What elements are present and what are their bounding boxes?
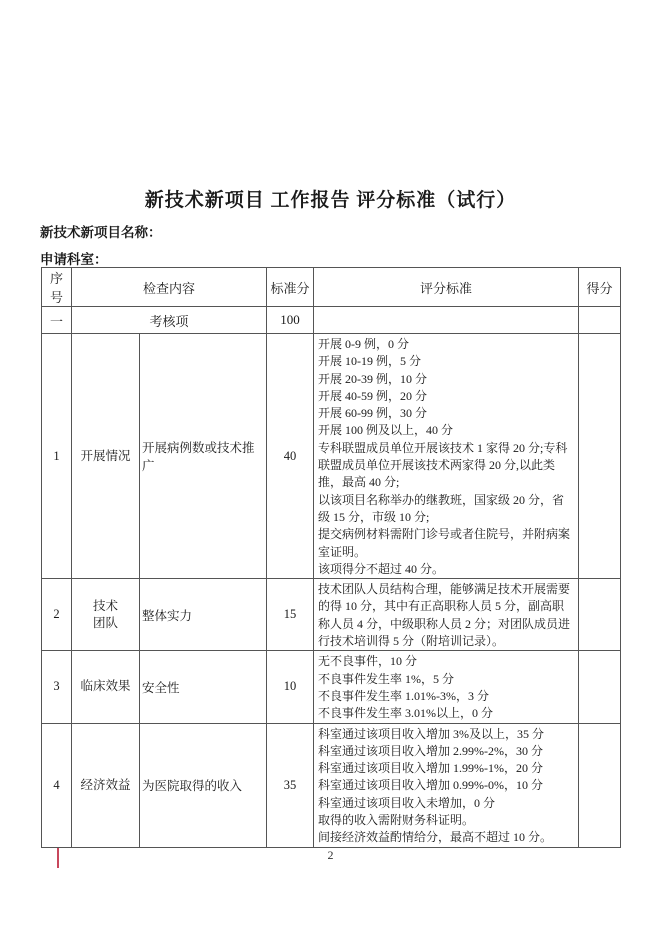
row-category: 临床效果 — [72, 651, 140, 723]
table-row — [42, 651, 621, 723]
header-index: 序号 — [42, 268, 72, 307]
row-index: 2 — [42, 579, 72, 651]
row-category: 经济效益 — [72, 723, 140, 847]
header-score: 得分 — [579, 268, 621, 307]
table-row — [42, 579, 621, 651]
row-index: 4 — [42, 723, 72, 847]
scoring-table — [41, 267, 621, 848]
document-title: 新技术新项目 工作报告 评分标准（试行） — [144, 190, 517, 211]
table-row — [42, 723, 621, 847]
row-score-cell — [579, 579, 621, 651]
row-item: 为医院取得的收入 — [140, 723, 267, 847]
section-standard-score: 100 — [267, 307, 314, 334]
section-index: 一 — [42, 307, 72, 334]
row-criteria: 技术团队人员结构合理，能够满足技术开展需要的得 10 分，其中有正高职称人员 5 分，副高职称人员 4 分，中级职称人员 2 分；对团队成员进行技术培训得 5 分（附培训记录）。 — [314, 579, 579, 651]
section-criteria-cell — [314, 307, 579, 334]
header-standard-score: 标准分 — [267, 268, 314, 307]
row-index: 3 — [42, 651, 72, 723]
table-row — [42, 334, 621, 579]
row-criteria: 无不良事件，10 分 不良事件发生率 1%，5 分 不良事件发生率 1.01%-3%，3 分 不良事件发生率 3.01%以上，0 分 — [314, 651, 579, 723]
header-content: 检查内容 — [72, 268, 267, 307]
row-item: 整体实力 — [140, 579, 267, 651]
row-standard-score: 10 — [267, 651, 314, 723]
row-score-cell — [579, 334, 621, 579]
row-standard-score: 40 — [267, 334, 314, 579]
row-item: 安全性 — [140, 651, 267, 723]
project-name-label: 新技术新项目名称： — [40, 225, 162, 240]
row-criteria: 科室通过该项目收入增加 3%及以上，35 分 科室通过该项目收入增加 2.99%-2%，30 分 科室通过该项目收入增加 1.99%-1%，20 分 科室通过该项目收入增加 0.99%-0%，10 分 科室通过该项目收入未增加，0 分 取得的收入需附财务科证明。 间接经济效益酌情给分，最高不超过 10 分。 — [314, 723, 579, 847]
section-content: 考核项 — [72, 307, 267, 334]
section-score-cell — [579, 307, 621, 334]
section-row — [42, 307, 621, 334]
row-criteria: 开展 0-9 例，0 分 开展 10-19 例，5 分 开展 20-39 例，10 分 开展 40-59 例，20 分 开展 60-99 例，30 分 开展 100 例及以上，40 分 专科联盟成员单位开展该技术 1 家得 20 分;专科联盟成员单位开展该技术两家得 20 分,以此类推，最高 40 分; 以该项目名称举办的继教班，国家级 20 分，省级 15 分，市级 10 分; 提交病例材料需附门诊号或者住院号，并附病案室证明。 该项得分不超过 40 分。 — [314, 334, 579, 579]
row-index: 1 — [42, 334, 72, 579]
row-score-cell — [579, 723, 621, 847]
row-category: 技术 团队 — [72, 579, 140, 651]
page-number: 2 — [327, 848, 334, 862]
department-label: 申请科室： — [40, 252, 108, 267]
header-criteria: 评分标准 — [314, 268, 579, 307]
row-category: 开展情况 — [72, 334, 140, 579]
row-score-cell — [579, 651, 621, 723]
row-standard-score: 15 — [267, 579, 314, 651]
row-item: 开展病例数或技术推广 — [140, 334, 267, 579]
row-standard-score: 35 — [267, 723, 314, 847]
table-header-row — [42, 268, 621, 307]
